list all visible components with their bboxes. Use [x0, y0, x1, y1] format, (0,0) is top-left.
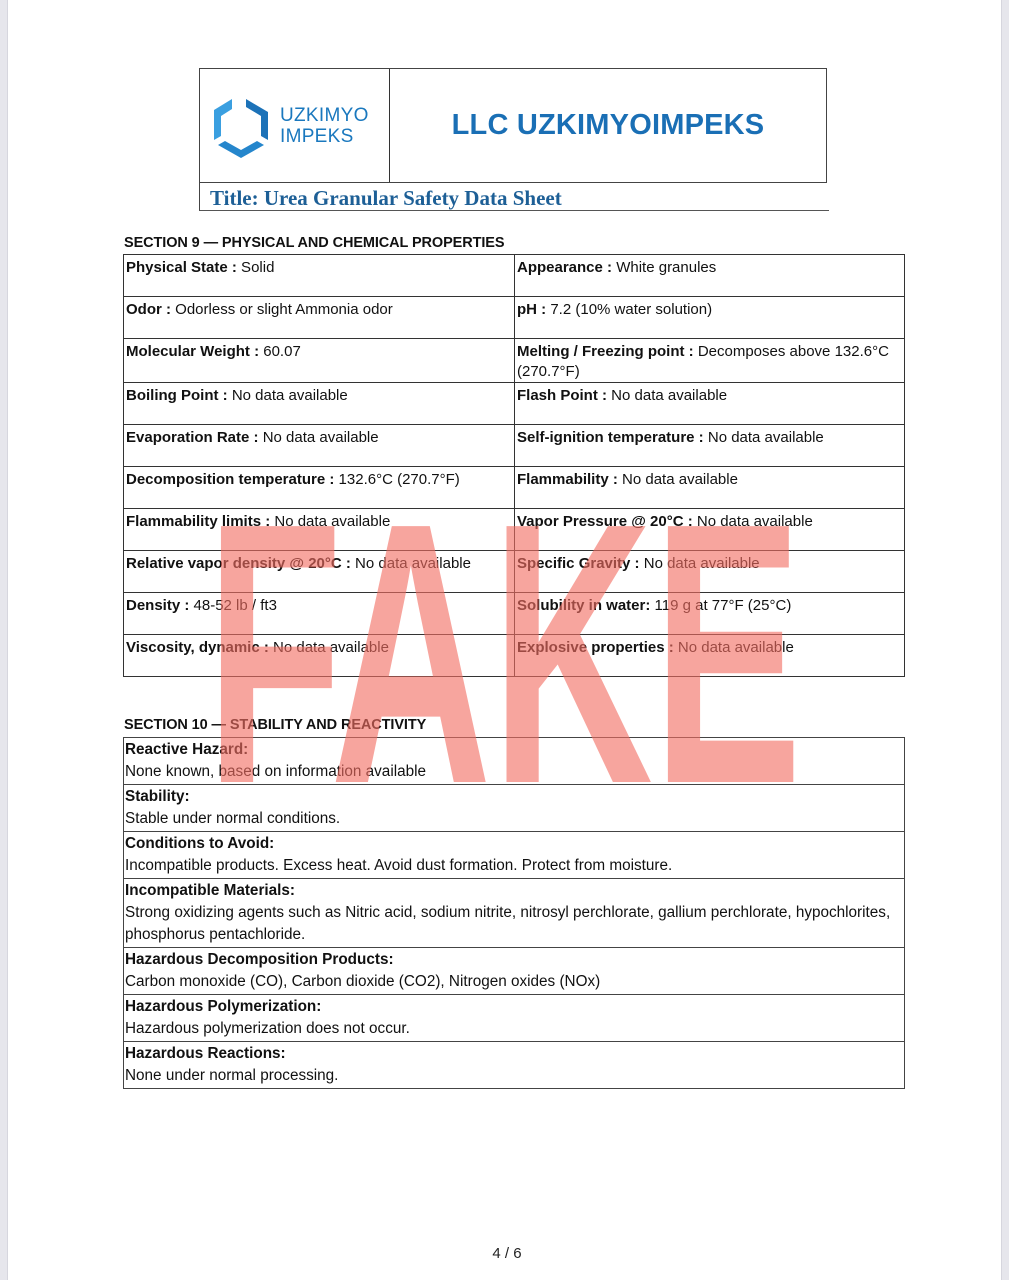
property-label: Explosive properties :: [517, 639, 674, 656]
property-row: [124, 339, 905, 383]
property-cell: [124, 551, 515, 593]
title-row: [199, 183, 829, 211]
logo-cell: [200, 69, 390, 182]
property-label: Self-ignition temperature :: [517, 429, 704, 446]
property-value: No data available: [270, 513, 391, 530]
property-label: Boiling Point :: [126, 387, 228, 404]
property-cell: [124, 635, 515, 677]
property-value: No data available: [258, 429, 379, 446]
property-value: 7.2 (10% water solution): [546, 301, 713, 318]
stability-cell: [124, 995, 905, 1042]
stability-label: Hazardous Polymerization:: [125, 998, 322, 1015]
property-value: Solid: [236, 259, 275, 276]
property-cell: [124, 383, 515, 425]
property-cell: [124, 509, 515, 551]
property-label: Viscosity, dynamic :: [126, 639, 269, 656]
property-value: No data available: [617, 471, 738, 488]
section-10-heading: SECTION 10 — STABILITY AND REACTIVITY: [124, 717, 427, 733]
property-label: Flammability :: [517, 471, 618, 488]
property-label: pH :: [517, 301, 547, 318]
property-label: Evaporation Rate :: [126, 429, 259, 446]
stability-value: Incompatible products. Excess heat. Avoid dust formation. Protect from moisture.: [125, 857, 673, 874]
stability-value: Strong oxidizing agents such as Nitric acid, sodium nitrite, nitrosyl perchlorate, gallium perchlorate, hypochlorites, phosphorus pentachloride.: [125, 904, 891, 943]
property-value: 48-52 lb / ft3: [189, 597, 277, 614]
property-row: [124, 255, 905, 297]
stability-cell: [124, 738, 905, 785]
property-cell: [124, 467, 515, 509]
property-label: Flash Point :: [517, 387, 607, 404]
property-label: Molecular Weight :: [126, 343, 260, 360]
stability-label: Stability:: [125, 788, 190, 805]
property-value: No data available: [607, 387, 728, 404]
logo-line-1: UZKIMYO: [280, 104, 369, 126]
property-cell: [124, 593, 515, 635]
property-cell: [124, 255, 515, 297]
property-cell: [515, 509, 905, 551]
property-row: [124, 425, 905, 467]
property-cell: [515, 635, 905, 677]
stability-cell: [124, 948, 905, 995]
company-name: LLC UZKIMYOIMPEKS: [451, 109, 765, 141]
company-cell: [390, 69, 826, 182]
stability-row: [124, 995, 905, 1042]
page-number: 4 / 6: [492, 1245, 522, 1262]
stability-label: Hazardous Decomposition Products:: [125, 951, 394, 968]
stability-row: [124, 879, 905, 948]
property-value: 132.6°C (270.7°F): [334, 471, 460, 488]
property-value: No data available: [673, 639, 794, 656]
property-label: Decomposition temperature :: [126, 471, 335, 488]
property-value: Odorless or slight Ammonia odor: [171, 301, 393, 318]
property-row: [124, 297, 905, 339]
property-cell: [124, 339, 515, 383]
stability-label: Conditions to Avoid:: [125, 835, 275, 852]
property-label: Odor :: [126, 301, 171, 318]
watermark-text: FAKE: [206, 490, 802, 790]
physical-properties-table: [123, 254, 905, 677]
property-value: No data available: [350, 555, 471, 572]
section-9-heading: SECTION 9 — PHYSICAL AND CHEMICAL PROPERTIES: [124, 235, 505, 251]
property-row: [124, 551, 905, 593]
property-value: No data available: [227, 387, 348, 404]
stability-row: [124, 785, 905, 832]
property-label: Relative vapor density @ 20°C :: [126, 555, 351, 572]
property-cell: [515, 255, 905, 297]
property-cell: [515, 297, 905, 339]
stability-row: [124, 1042, 905, 1089]
property-row: [124, 383, 905, 425]
stability-value: None under normal processing.: [125, 1067, 339, 1084]
property-label: Appearance :: [517, 259, 613, 276]
stability-row: [124, 738, 905, 785]
property-value: No data available: [268, 639, 389, 656]
property-cell: [515, 425, 905, 467]
document-title: Title: Urea Granular Safety Data Sheet: [210, 186, 562, 210]
stability-cell: [124, 879, 905, 948]
property-label: Vapor Pressure @ 20°C :: [517, 513, 693, 530]
property-label: Density :: [126, 597, 190, 614]
hexagon-logo-icon: [210, 92, 272, 160]
property-value: 119 g at 77°F (25°C): [650, 597, 792, 614]
stability-label: Incompatible Materials:: [125, 882, 296, 899]
stability-value: Stable under normal conditions.: [125, 810, 341, 827]
stability-cell: [124, 1042, 905, 1089]
property-cell: [124, 425, 515, 467]
stability-cell: [124, 832, 905, 879]
property-cell: [515, 551, 905, 593]
property-label: Specific Gravity :: [517, 555, 640, 572]
property-cell: [515, 339, 905, 383]
property-label: Flammability limits :: [126, 513, 271, 530]
stability-value: Carbon monoxide (CO), Carbon dioxide (CO2), Nitrogen oxides (NOx): [125, 973, 601, 990]
property-row: [124, 509, 905, 551]
property-label: Physical State :: [126, 259, 237, 276]
viewer-right-edge: [1001, 0, 1009, 1280]
stability-label: Reactive Hazard:: [125, 741, 249, 758]
property-value: 60.07: [259, 343, 301, 360]
property-value: Decomposes above 132.6°C (270.7°F): [517, 343, 889, 380]
stability-table: [123, 737, 905, 1089]
stability-row: [124, 948, 905, 995]
property-cell: [515, 383, 905, 425]
document-header: [199, 68, 827, 183]
logo-wordmark: [280, 105, 369, 147]
property-value: No data available: [692, 513, 813, 530]
property-row: [124, 467, 905, 509]
stability-value: None known, based on information available: [125, 763, 427, 780]
viewer-left-edge: [0, 0, 8, 1280]
property-row: [124, 593, 905, 635]
property-cell: [515, 593, 905, 635]
stability-cell: [124, 785, 905, 832]
property-label: Melting / Freezing point :: [517, 343, 694, 360]
property-cell: [124, 297, 515, 339]
property-value: No data available: [639, 555, 760, 572]
stability-value: Hazardous polymerization does not occur.: [125, 1020, 410, 1037]
stability-row: [124, 832, 905, 879]
property-value: No data available: [703, 429, 824, 446]
property-cell: [515, 467, 905, 509]
stability-label: Hazardous Reactions:: [125, 1045, 286, 1062]
logo-line-2: IMPEKS: [280, 125, 354, 147]
property-row: [124, 635, 905, 677]
property-value: White granules: [612, 259, 717, 276]
property-label: Solubility in water:: [517, 597, 651, 614]
